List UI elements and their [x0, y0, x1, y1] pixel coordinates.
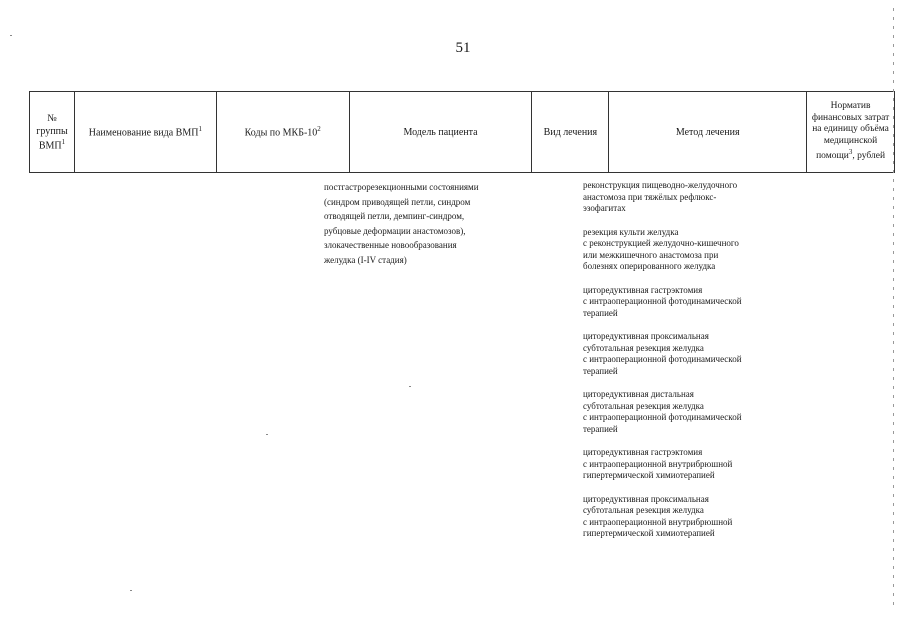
header-treatment-type: Вид лечения — [532, 92, 609, 172]
header-financial-norm-unit: , рублей — [852, 151, 886, 162]
scan-speck — [10, 35, 12, 36]
table-header — [29, 91, 895, 173]
treatment-methods-list — [583, 180, 783, 552]
header-financial-norm — [807, 92, 895, 172]
method-item: циторедуктивная гастрэктомия с интраоперационной фотодинамической терапией — [583, 284, 742, 318]
page-number: 51 — [455, 40, 471, 56]
header-mkb-codes-label: Коды по МКБ-10 — [244, 127, 318, 139]
method-item: реконструкция пищеводно-желудочного анастомоза при тяжёлых рефлюкс- эзофагитах — [583, 180, 738, 213]
header-patient-model: Модель пациента — [350, 92, 533, 172]
scan-speck — [266, 434, 268, 435]
footnote-ref: 2 — [317, 124, 321, 133]
method-item: циторедуктивная проксимальная субтотальная резекция желудка с интраоперационной фотодинамической терапией — [583, 331, 742, 376]
scan-speck — [409, 386, 411, 387]
method-item: циторедуктивная дистальная субтотальная резекция желудка с интраоперационной фотодинамической терапией — [583, 389, 742, 434]
header-group-number-label: № группы ВМП — [36, 112, 68, 152]
scan-speck — [130, 590, 132, 591]
method-item: циторедуктивная гастрэктомия с интраоперационной внутрибрюшной гипертермической химиотерапией — [583, 447, 733, 480]
header-vmp-name-label: Наименование вида ВМП — [88, 127, 199, 139]
footnote-ref: 1 — [61, 137, 66, 146]
method-item: циторедуктивная проксимальная субтотальная резекция желудка с интраоперационной внутрибрюшной гипертермической химиотерапией — [583, 493, 733, 538]
scan-edge-mark — [893, 8, 894, 608]
footnote-ref: 3 — [848, 148, 853, 157]
header-financial-norm-label: Норматив финансовых затрат на единицу объёма медицинской помощи — [811, 100, 890, 162]
header-vmp-name — [75, 92, 217, 172]
footnote-ref: 1 — [198, 124, 202, 133]
header-treatment-method: Метод лечения — [609, 92, 807, 172]
method-item: резекция культи желудка с реконструкцией желудочно-кишечного или межкишечного анастомоза при болезнях оперированного желудка — [583, 226, 739, 271]
header-group-number — [30, 92, 75, 172]
patient-model-text: постгастрорезекционными состояниями (синдром приводящей петли, синдром отводящей петли, демпинг-синдром, рубцовые деформации анастомозов), злокачественные новообразования желудка (I-IV стадия) — [324, 182, 479, 265]
header-mkb-codes — [217, 92, 350, 172]
